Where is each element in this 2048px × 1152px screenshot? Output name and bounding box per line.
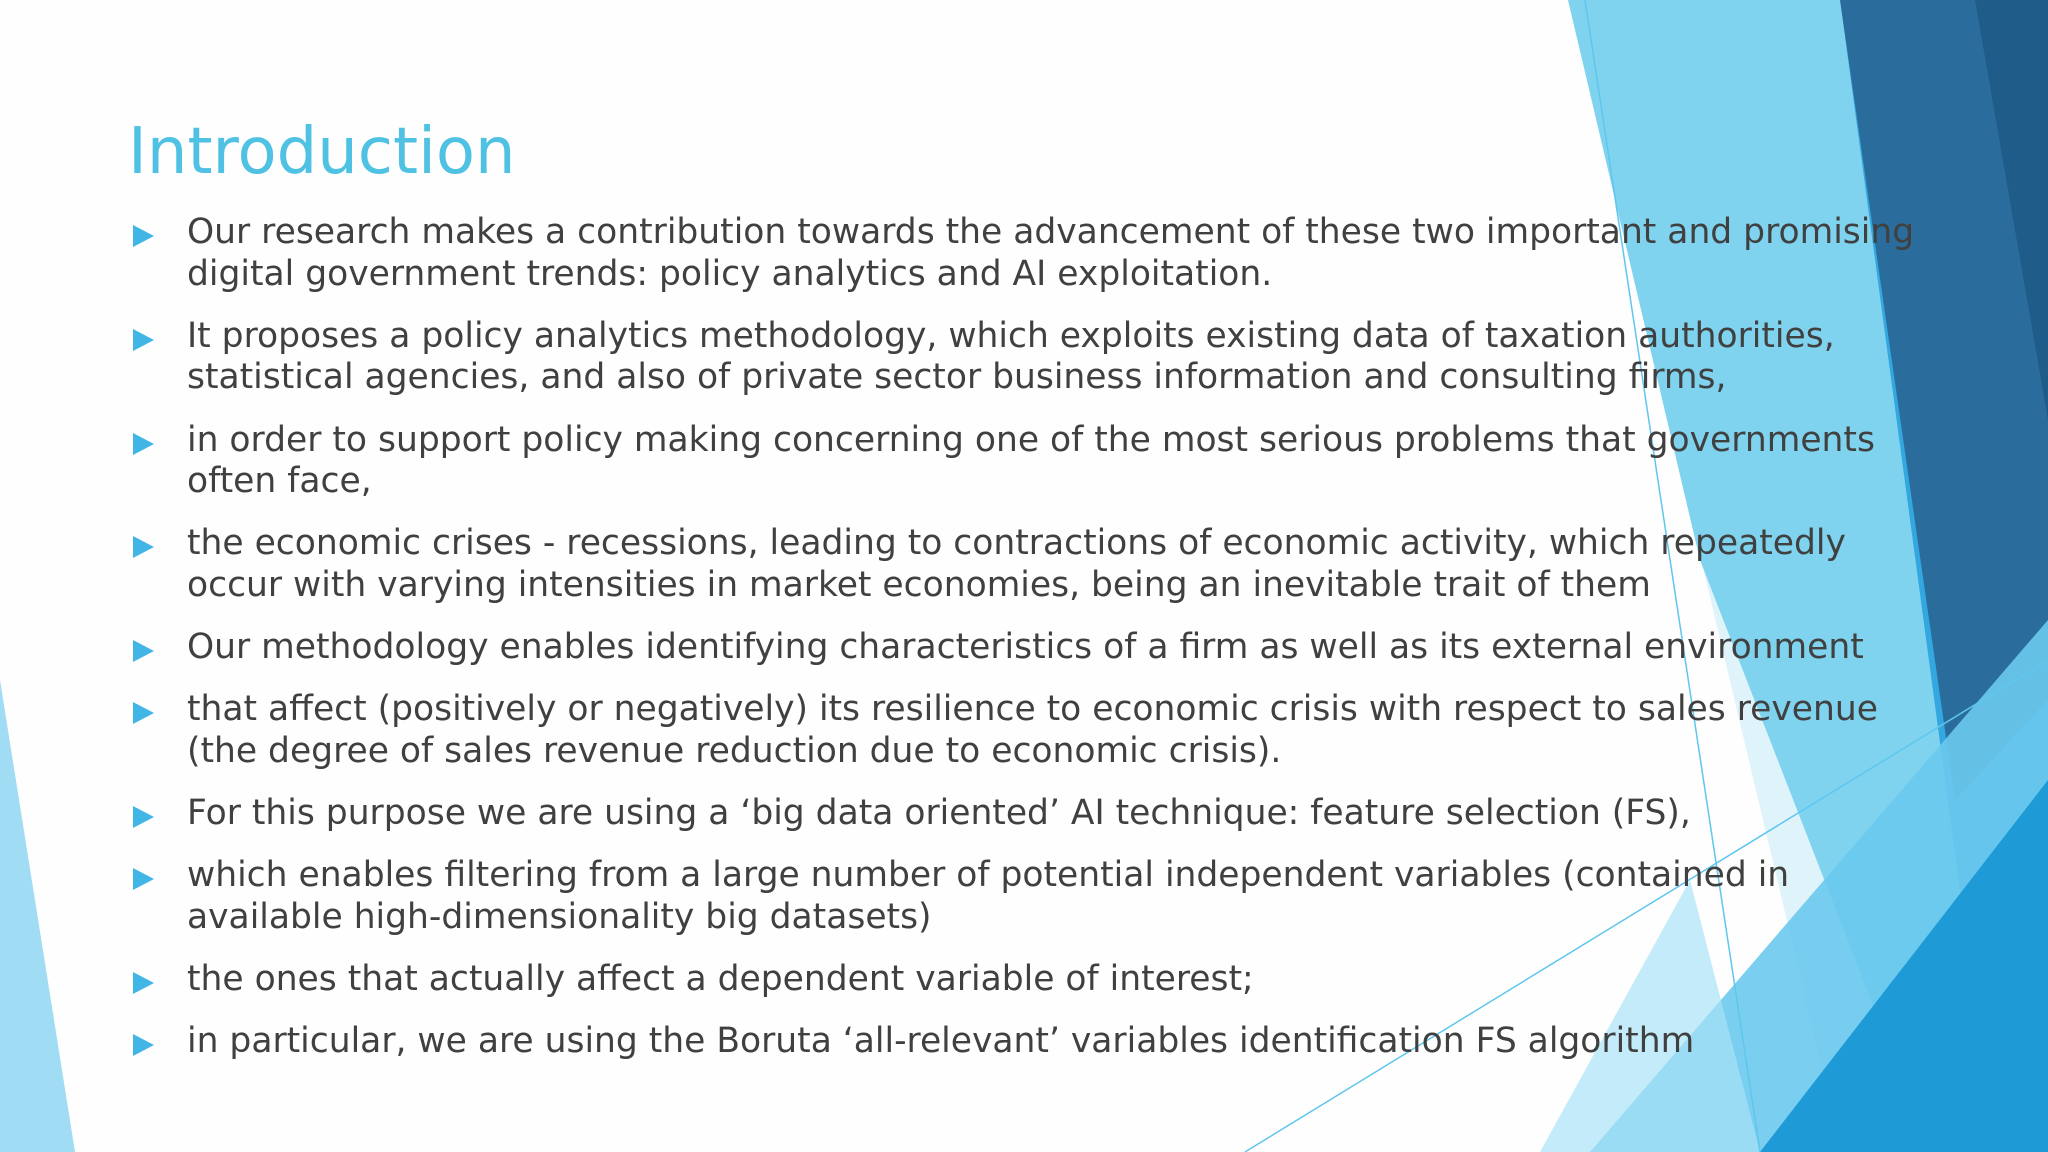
bullet-text-line: For this purpose we are using a ‘big data oriented’ AI technique: feature selection (FS), [187, 793, 1691, 834]
triangle-right-icon [133, 225, 154, 247]
bullet-item [132, 959, 1932, 1001]
bullet-text-line: (the degree of sales revenue reduction due to economic crisis). [187, 730, 1282, 771]
bullet-item [132, 855, 1932, 938]
triangle-right-icon [133, 1034, 154, 1056]
bullet-item [132, 420, 1932, 503]
bullet-text-line: the ones that actually affect a dependent variable of interest; [187, 959, 1254, 1000]
triangle-right-icon [133, 640, 154, 662]
left-edge-shape [0, 680, 75, 1152]
triangle-right-icon [133, 972, 154, 994]
bullet-text-line: available high-dimensionality big datasets) [187, 896, 932, 937]
bullet-item [132, 212, 1932, 295]
slide-title: Introduction [128, 115, 516, 189]
triangle-right-icon [133, 329, 154, 351]
bullet-list [132, 212, 1932, 1083]
bullet-text-line: which enables filtering from a large number of potential independent variables (contained in [187, 855, 1790, 896]
bullet-text-line: It proposes a policy analytics methodology, which exploits existing data of taxation authorities, [187, 315, 1835, 356]
bullet-item [132, 689, 1932, 772]
bullet-text-line: Our research makes a contribution towards the advancement of these two important and promising [187, 212, 1915, 252]
bullet-item [132, 523, 1932, 606]
triangle-right-icon [133, 433, 154, 455]
bullet-text-line: in order to support policy making concerning one of the most serious problems that governments [187, 419, 1875, 460]
bullet-text-line: statistical agencies, and also of private sector business information and consulting firms, [187, 357, 1727, 398]
bullet-text-line: in particular, we are using the Boruta ‘all-relevant’ variables identification FS algorithm [187, 1021, 1695, 1062]
triangle-right-icon [133, 868, 154, 890]
triangle-right-icon [133, 536, 154, 558]
triangle-right-icon [133, 806, 154, 828]
bullet-text-line: often face, [187, 461, 372, 502]
bullet-text-line: Our methodology enables identifying characteristics of a firm as well as its external environment [187, 627, 1864, 668]
bullet-text-line: the economic crises - recessions, leading to contractions of economic activity, which repeatedly [187, 523, 1846, 564]
triangle-right-icon [133, 702, 154, 724]
bullet-text-line: occur with varying intensities in market economies, being an inevitable trait of them [187, 564, 1651, 605]
bullet-item [132, 1021, 1932, 1063]
bullet-item [132, 316, 1932, 399]
bullet-item [132, 627, 1932, 669]
bullet-item [132, 793, 1932, 835]
bullet-text-line: digital government trends: policy analytics and AI exploitation. [187, 253, 1273, 294]
bullet-text-line: that affect (positively or negatively) its resilience to economic crisis with respect to sales revenue [187, 689, 1878, 730]
